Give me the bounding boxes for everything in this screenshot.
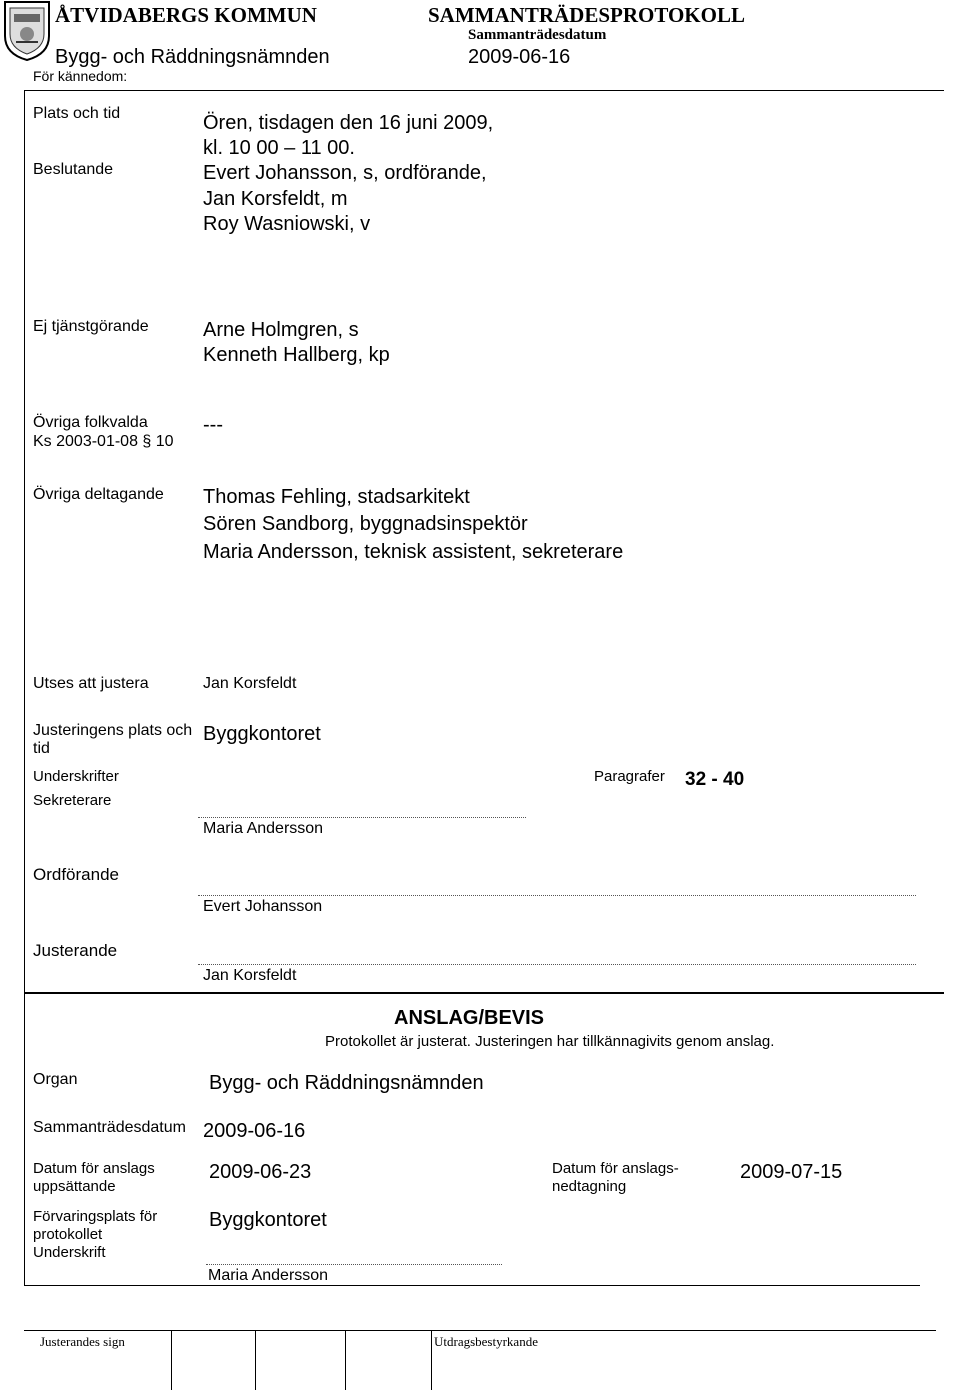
notice-signature-name: Maria Andersson xyxy=(208,1267,329,1284)
notice-meeting-date: 2009-06-16 xyxy=(203,1120,306,1142)
place-time-line1: Ören, tisdagen den 16 juni 2009, xyxy=(203,112,494,134)
footer-divider xyxy=(431,1330,432,1390)
place-time-label: Plats och tid xyxy=(33,105,121,122)
municipality-name: ÅTVIDABERGS KOMMUN xyxy=(55,3,317,27)
other-elected-ref: Ks 2003-01-08 § 10 xyxy=(33,433,174,450)
organ-label: Organ xyxy=(33,1071,78,1088)
adjuster-label: Justerande xyxy=(33,941,118,960)
deciding-member: Roy Wasniowski, v xyxy=(203,213,371,235)
posted-date-label: Datum för anslags xyxy=(33,1160,155,1177)
notice-title: ANSLAG/BEVIS xyxy=(394,1007,545,1029)
posted-date: 2009-06-23 xyxy=(209,1161,312,1183)
removed-date: 2009-07-15 xyxy=(740,1161,843,1183)
deciding-label: Beslutande xyxy=(33,161,114,178)
adjusters-sign-label: Justerandes sign xyxy=(40,1334,125,1349)
not-serving-member: Kenneth Hallberg, kp xyxy=(203,344,390,366)
chair-label: Ordförande xyxy=(33,865,119,884)
secretary-label: Sekreterare xyxy=(33,792,112,809)
not-serving-label: Ej tjänstgörande xyxy=(33,318,149,335)
committee-name: Bygg- och Räddningsnämnden xyxy=(55,46,330,68)
notice-subtitle: Protokollet är justerat. Justeringen har tillkännagivits genom anslag. xyxy=(325,1033,775,1050)
adjuster-signature-line xyxy=(198,964,916,965)
footer-top-line xyxy=(24,1330,936,1331)
frame-bottom xyxy=(24,1285,920,1286)
adjustment-place-label: Justeringens plats och xyxy=(33,722,193,739)
for-info-label: För kännedom: xyxy=(33,68,128,84)
other-elected-value: --- xyxy=(203,414,223,436)
other-elected-label: Övriga folkvalda xyxy=(33,414,148,431)
storage-place: Byggkontoret xyxy=(209,1209,327,1231)
storage-label-cont: protokollet xyxy=(33,1226,103,1243)
document-type: SAMMANTRÄDESPROTOKOLL xyxy=(428,3,745,27)
removed-date-label: Datum för anslags- xyxy=(552,1160,679,1177)
deciding-member: Evert Johansson, s, ordförande, xyxy=(203,162,487,184)
municipality-logo xyxy=(2,0,52,62)
storage-label: Förvaringsplats för xyxy=(33,1208,158,1225)
frame-top xyxy=(24,90,944,91)
chair-signature-line xyxy=(198,895,916,896)
deciding-member: Jan Korsfeldt, m xyxy=(203,188,348,210)
footer-divider xyxy=(345,1330,346,1390)
paragraphs-value: 32 - 40 xyxy=(685,769,745,790)
secretary-signature-line xyxy=(198,817,526,818)
signature-label: Underskrift xyxy=(33,1244,106,1261)
place-time-line2: kl. 10 00 – 11 00. xyxy=(203,137,355,159)
organ-value: Bygg- och Räddningsnämnden xyxy=(209,1072,484,1094)
appointed-adjuster: Jan Korsfeldt xyxy=(203,675,297,692)
meeting-date-label: Sammanträdesdatum xyxy=(468,27,607,43)
adjustment-place-label-cont: tid xyxy=(33,740,50,757)
other-participant: Maria Andersson, teknisk assistent, sekreterare xyxy=(203,541,624,563)
paragraphs-label: Paragrafer xyxy=(594,768,665,785)
other-participant: Thomas Fehling, stadsarkitekt xyxy=(203,486,470,508)
signatures-label: Underskrifter xyxy=(33,768,119,785)
posted-date-label-cont: uppsättande xyxy=(33,1178,116,1195)
adjuster-name: Jan Korsfeldt xyxy=(203,967,297,984)
notice-divider xyxy=(24,992,944,994)
removed-date-label-cont: nedtagning xyxy=(552,1178,627,1195)
meeting-date: 2009-06-16 xyxy=(468,46,571,68)
footer-divider xyxy=(171,1330,172,1390)
footer-divider xyxy=(255,1330,256,1390)
not-serving-member: Arne Holmgren, s xyxy=(203,319,359,341)
other-participant: Sören Sandborg, byggnadsinspektör xyxy=(203,513,528,535)
extract-cert-label: Utdragsbestyrkande xyxy=(434,1334,538,1349)
chair-name: Evert Johansson xyxy=(203,898,323,915)
other-participants-label: Övriga deltagande xyxy=(33,486,164,503)
notice-meeting-date-label: Sammanträdesdatum xyxy=(33,1119,186,1136)
adjustment-place: Byggkontoret xyxy=(203,723,321,745)
notice-signature-line xyxy=(206,1264,502,1265)
frame-left xyxy=(24,90,25,1286)
appointed-adjuster-label: Utses att justera xyxy=(33,675,149,692)
secretary-name: Maria Andersson xyxy=(203,820,324,837)
